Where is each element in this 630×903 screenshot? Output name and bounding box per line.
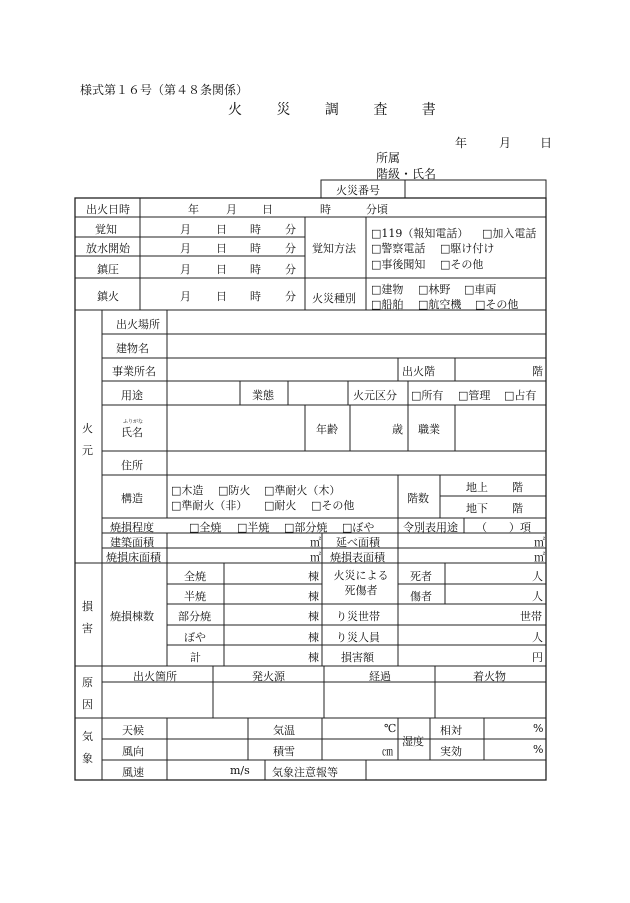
detect-option-other[interactable] (440, 256, 483, 272)
page-title: 火 災 調 査 書 (228, 102, 436, 118)
detect-month: 月 (180, 223, 191, 236)
name-ruby: ふりがな (123, 419, 144, 425)
control-hour: 時 (250, 263, 261, 276)
age-unit: 歳 (392, 423, 403, 436)
damage-row-full: 全焼 (184, 570, 206, 583)
building-area-unit: ㎡ (310, 536, 321, 549)
option-label: 船舶 (381, 298, 404, 311)
option-label: 加入電話 (492, 227, 537, 240)
extinguish-day: 日 (216, 290, 227, 303)
victims-unit: 人 (532, 631, 543, 644)
option-label: 半焼 (247, 521, 270, 534)
option-label: 航空機 (428, 298, 462, 311)
relative-label: 相対 (440, 724, 462, 737)
cause-col-location: 出火箇所 (133, 670, 177, 683)
amount-unit: 円 (532, 651, 543, 664)
bldg-unit-5: 棟 (308, 651, 319, 664)
fire-type-building[interactable] (371, 281, 403, 297)
wind-dir-label: 風向 (122, 745, 144, 758)
water-hour: 時 (250, 242, 261, 255)
ms-unit: m/s (230, 764, 250, 777)
form-code: 様式第１６号（第４８条関係） (80, 83, 249, 97)
cause-col-material: 着火物 (473, 670, 506, 683)
fire-type-forest[interactable] (418, 281, 450, 297)
control-month: 月 (180, 263, 191, 276)
burn-full[interactable] (189, 519, 221, 535)
households-label: り災世帯 (336, 610, 380, 623)
water-start-label: 放水開始 (86, 242, 130, 255)
origin-class-label: 火元区分 (353, 389, 397, 402)
burned-floor-area-unit: ㎡ (310, 551, 321, 564)
fire-number-label: 火災番号 (336, 184, 380, 197)
cause-col-source: 発火源 (252, 670, 285, 683)
place-label: 出火場所 (116, 318, 160, 331)
option-label: 駆け付け (450, 242, 495, 255)
total-floor-area-label: 延べ面積 (336, 536, 380, 549)
detect-day: 日 (216, 223, 227, 236)
damage-row-total: 計 (190, 651, 201, 664)
water-month: 月 (180, 242, 191, 255)
origin-side-label: 火元 (82, 422, 93, 457)
detect-option-after[interactable] (371, 256, 425, 272)
amount-label: 損害額 (341, 651, 374, 664)
name-label: 氏名 (121, 426, 143, 439)
building-label: 建物名 (116, 342, 149, 355)
control-label: 鎮圧 (97, 263, 119, 276)
option-label: その他 (321, 499, 355, 512)
header-day: 日 (540, 136, 553, 150)
header-month: 月 (499, 136, 512, 150)
outbreak-day: 日 (262, 203, 273, 216)
bldg-unit-1: 棟 (308, 570, 319, 583)
casualty-label: 火災による死傷者 (333, 569, 389, 597)
floor-label: 出火階 (402, 365, 435, 378)
damage-row-partial: 部分焼 (178, 610, 211, 623)
burned-floor-area-label: 焼損床面積 (106, 551, 161, 564)
fire-type-aircraft[interactable] (418, 296, 461, 312)
affiliation-dept: 所属 (376, 151, 401, 165)
occupation-label: 職業 (418, 423, 440, 436)
bldg-unit-2: 棟 (308, 590, 319, 603)
option-label: 準耐火（木） (274, 484, 341, 497)
injured-label: 傷者 (410, 590, 432, 603)
option-label: その他 (485, 298, 519, 311)
affiliation-rank-name: 階級・氏名 (376, 167, 437, 181)
relative-unit: % (533, 722, 544, 735)
extinguish-month: 月 (180, 290, 191, 303)
outbreak-month: 月 (226, 203, 237, 216)
outbreak-year: 年 (188, 203, 199, 216)
detect-option-rush[interactable] (440, 240, 494, 256)
detect-option-police[interactable] (371, 240, 425, 256)
structure-wood[interactable] (171, 482, 203, 498)
floors-label: 階数 (407, 492, 429, 505)
below-label: 地下 (466, 502, 488, 515)
burn-half[interactable] (237, 519, 269, 535)
fire-type-other[interactable] (475, 296, 518, 312)
option-label: ぼや (352, 521, 375, 534)
business-label: 事業所名 (112, 365, 156, 378)
bldg-unit-3: 棟 (308, 610, 319, 623)
snow-label: 積雪 (273, 745, 295, 758)
celsius-unit: ℃ (384, 722, 397, 735)
business-type-label: 業態 (252, 389, 274, 402)
class-occupy[interactable] (504, 387, 536, 403)
burn-partial[interactable] (284, 519, 327, 535)
header-year: 年 (455, 136, 468, 150)
option-label: 木造 (181, 484, 204, 497)
detect-hour: 時 (250, 223, 261, 236)
burned-surface-area-unit: ㎡ (534, 551, 545, 564)
above-unit: 階 (512, 481, 523, 494)
burn-degree-label: 焼損程度 (110, 521, 154, 534)
temperature-label: 気温 (273, 724, 295, 737)
option-label: 建物 (381, 283, 404, 296)
option-label: 所有 (421, 389, 444, 402)
damage-row-small: ぼや (184, 631, 206, 644)
control-min: 分 (285, 263, 296, 276)
structure-fireproof[interactable] (218, 482, 250, 498)
water-min: 分 (285, 242, 296, 255)
wind-speed-label: 風速 (122, 766, 144, 779)
option-label: 準耐火（非） (181, 499, 248, 512)
outbreak-min: 分頃 (366, 203, 388, 216)
class-own[interactable] (411, 387, 443, 403)
detect-option-119[interactable] (371, 225, 468, 241)
bldg-count-label: 焼損棟数 (110, 610, 154, 623)
structure-label: 構造 (121, 492, 143, 505)
total-floor-area-unit: ㎡ (534, 536, 545, 549)
annex-use-label: 令別表用途 (403, 521, 458, 534)
detect-option-phone[interactable] (482, 225, 536, 241)
detect-min: 分 (285, 223, 296, 236)
address-label: 住所 (121, 459, 143, 472)
option-label: 119（報知電話） (381, 227, 469, 240)
extinguish-label: 鎮火 (97, 290, 119, 303)
floor-unit: 階 (532, 365, 543, 378)
option-label: 警察電話 (381, 242, 426, 255)
effective-label: 実効 (440, 745, 462, 758)
option-label: 耐火 (274, 499, 297, 512)
option-label: 事後聞知 (381, 258, 426, 271)
cause-side-label: 原因 (82, 676, 93, 711)
damage-side-label: 損害 (82, 600, 93, 635)
effective-unit: % (533, 743, 544, 756)
option-label: 防火 (228, 484, 251, 497)
extinguish-hour: 時 (250, 290, 261, 303)
option-label: 全焼 (199, 521, 222, 534)
option-label: 部分焼 (294, 521, 328, 534)
age-label: 年齢 (316, 423, 338, 436)
cause-col-process: 経過 (369, 670, 391, 683)
warning-label: 気象注意報等 (272, 766, 338, 779)
control-day: 日 (216, 263, 227, 276)
humidity-label: 湿度 (402, 735, 424, 748)
option-label: 占有 (514, 389, 537, 402)
weather-side-label: 気象 (82, 730, 93, 765)
below-unit: 階 (512, 502, 523, 515)
dead-unit: 人 (532, 570, 543, 583)
households-unit: 世帯 (520, 610, 542, 623)
damage-row-half: 半焼 (184, 590, 206, 603)
option-label: 林野 (428, 283, 451, 296)
bldg-unit-4: 棟 (308, 631, 319, 644)
structure-fire-resist[interactable] (264, 497, 296, 513)
burn-small[interactable] (342, 519, 374, 535)
structure-quasi-non[interactable] (171, 497, 247, 513)
fire-type-label: 火災種別 (312, 292, 356, 305)
weather-label: 天候 (122, 724, 144, 737)
building-area-label: 建築面積 (110, 536, 154, 549)
detect-label: 覚知 (95, 223, 117, 236)
burned-surface-area-label: 焼損表面積 (330, 551, 385, 564)
structure-quasi-wood[interactable] (264, 482, 340, 498)
injured-unit: 人 (532, 590, 543, 603)
option-label: 管理 (468, 389, 491, 402)
fire-type-vehicle[interactable] (464, 281, 496, 297)
victims-label: り災人員 (336, 631, 380, 644)
structure-other[interactable] (311, 497, 354, 513)
cm-unit: ㎝ (382, 745, 393, 758)
fire-type-ship[interactable] (371, 296, 403, 312)
annex-use-value: （ ）項 (476, 521, 531, 534)
outbreak-label: 出火日時 (86, 203, 130, 216)
water-day: 日 (216, 242, 227, 255)
dead-label: 死者 (410, 570, 432, 583)
option-label: 車両 (474, 283, 497, 296)
extinguish-min: 分 (285, 290, 296, 303)
outbreak-hour: 時 (320, 203, 331, 216)
detection-method-label: 覚知方法 (312, 242, 356, 255)
above-label: 地上 (466, 481, 488, 494)
class-manage[interactable] (458, 387, 490, 403)
option-label: その他 (450, 258, 484, 271)
use-label: 用途 (121, 389, 143, 402)
